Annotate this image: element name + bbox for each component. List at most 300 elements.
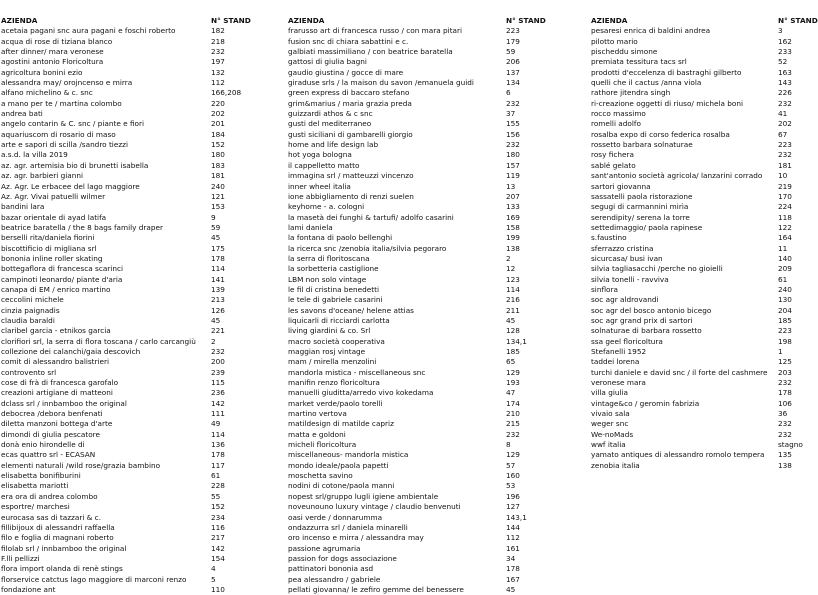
exhibitor-name: az. agr. artemisia bio di brunetti isabella xyxy=(1,160,149,170)
stand-number: stagno xyxy=(778,440,803,450)
exhibitor-name: mandorla mistica - miscellaneous snc xyxy=(288,367,426,377)
stand-number: 166,208 xyxy=(211,88,242,98)
stand-number: 178 xyxy=(778,388,792,398)
exhibitor-name: cose di frà di francesca garofalo xyxy=(1,378,119,388)
exhibitor-name: creazioni artigiane di matteoni xyxy=(1,388,113,398)
exhibitor-name: a.s.d. la villa 2019 xyxy=(1,150,68,160)
exhibitor-name: beatrice baratella / the 8 bags family draper xyxy=(1,222,164,232)
stand-number: 202 xyxy=(211,109,225,119)
stand-number: 232 xyxy=(778,378,792,388)
exhibitor-name: acqua di rose di tiziana blanco xyxy=(1,36,113,46)
stand-number: 178 xyxy=(211,253,225,263)
exhibitor-name: vintage&co / geromin fabrizia xyxy=(591,398,700,408)
exhibitor-name: green express di baccaro stefano xyxy=(288,88,410,98)
exhibitor-name: nodini di cotone/paola manni xyxy=(288,481,395,491)
exhibitor-name: agricoltura bonini ezio xyxy=(1,67,83,77)
exhibitor-name: sassatelli paola ristorazione xyxy=(591,191,693,201)
exhibitor-name: agostini antonio Floricoltura xyxy=(1,57,104,67)
exhibitor-name: galbiati massimiliano / con beatrice baratella xyxy=(288,47,453,57)
exhibitor-name: filo e foglia di magnani roberto xyxy=(1,533,114,543)
stand-number: 167 xyxy=(506,574,520,584)
stand-number: 55 xyxy=(211,491,221,501)
exhibitor-name: andrea bati xyxy=(1,109,43,119)
exhibitor-name: passion for dogs associazione xyxy=(288,553,397,563)
stand-number: 158 xyxy=(506,222,520,232)
stand-number: 196 xyxy=(506,491,520,501)
stand-number: 156 xyxy=(506,129,520,139)
stand-number: 134 xyxy=(506,78,520,88)
stand-number: 152 xyxy=(211,502,225,512)
stand-number: 174 xyxy=(506,398,520,408)
exhibitor-name: soc agr del bosco antonio bicego xyxy=(591,305,712,315)
exhibitor-name: aquariuscom di rosario di maso xyxy=(1,129,116,139)
exhibitor-name: diletta manzoni bottega d'arte xyxy=(1,419,113,429)
stand-number: 49 xyxy=(211,419,221,429)
stand-number: 126 xyxy=(211,305,225,315)
stand-number: 116 xyxy=(211,522,225,532)
exhibitor-name: flora import olanda di renè stings xyxy=(1,564,123,574)
exhibitor-name: dimondi di giulia pescatore xyxy=(1,429,101,439)
exhibitor-name: arte e sapori di scilla /sandro tiezzi xyxy=(1,140,129,150)
stand-number: 140 xyxy=(778,253,792,263)
exhibitor-name: oro incenso e mirra / alessandra may xyxy=(288,533,424,543)
stand-number: 106 xyxy=(778,398,792,408)
exhibitor-name: biscottificio di migliana srl xyxy=(1,243,97,253)
exhibitor-name: LBM non solo vintage xyxy=(288,274,367,284)
stand-number: 128 xyxy=(506,326,520,336)
stand-number: 134,1 xyxy=(506,336,527,346)
stand-number: 9 xyxy=(211,212,216,222)
exhibitor-name: soc agr grand prix di sartori xyxy=(591,315,693,325)
exhibitor-name: pattinatori bononia asd xyxy=(288,564,374,574)
exhibitor-name: bottegaflora di francesca scarinci xyxy=(1,264,123,274)
exhibitor-name: esportre/ marchesi xyxy=(1,502,70,512)
stand-number: 138 xyxy=(506,243,520,253)
stand-number: 141 xyxy=(211,274,225,284)
exhibitor-name: soc agr aldrovandi xyxy=(591,295,659,305)
stand-number: 59 xyxy=(506,47,516,57)
exhibitor-name: sablé gelato xyxy=(591,160,636,170)
stand-number: 154 xyxy=(211,553,225,563)
stand-number: 199 xyxy=(506,233,520,243)
stand-number: 52 xyxy=(778,57,788,67)
stand-number: 117 xyxy=(211,460,225,470)
exhibitor-name: frarusso art di francesca russo / con mara pitari xyxy=(288,26,463,36)
exhibitor-name: turchi daniele e david snc / il forte del cashmere xyxy=(591,367,768,377)
stand-number: 203 xyxy=(778,367,792,377)
stand-number: 125 xyxy=(778,357,792,367)
stand-number: 180 xyxy=(211,150,225,160)
exhibitor-name: romelli adolfo xyxy=(591,119,641,129)
stand-number: 45 xyxy=(506,584,516,594)
stand-number: 8 xyxy=(506,440,511,450)
exhibitor-name: segugi di carmannini mirìa xyxy=(591,202,689,212)
exhibitor-name: elisabetta mariotti xyxy=(1,481,69,491)
stand-number: 139 xyxy=(211,284,225,294)
stand-number: 198 xyxy=(778,336,792,346)
stand-number: 200 xyxy=(211,357,225,367)
stand-number: 216 xyxy=(506,295,520,305)
stand-number: 37 xyxy=(506,109,516,119)
stand-number: 142 xyxy=(211,398,225,408)
exhibitor-name: We-noMads xyxy=(591,429,634,439)
stand-number: 202 xyxy=(778,119,792,129)
stand-number: 236 xyxy=(211,388,225,398)
stand-number: 61 xyxy=(778,274,788,284)
exhibitor-name: comit di alessandro balistrieri xyxy=(1,357,110,367)
exhibitor-name: giraduse srls / la maison du savon /emanuela guidi xyxy=(288,78,474,88)
exhibitor-name: mondo ideale/paola papetti xyxy=(288,460,389,470)
stand-number: 223 xyxy=(506,26,520,36)
exhibitor-name: matta e goldoni xyxy=(288,429,346,439)
exhibitor-name: elisabetta bonifiburini xyxy=(1,471,81,481)
stand-number: 223 xyxy=(778,326,792,336)
stand-number: 11 xyxy=(778,243,788,253)
stand-number: 223 xyxy=(778,140,792,150)
stand-number: 115 xyxy=(211,378,225,388)
exhibitor-name: filolab srl / innbamboo the original xyxy=(1,543,127,553)
stand-number: 1 xyxy=(778,347,783,356)
stand-number: 13 xyxy=(506,181,516,191)
exhibitor-name: mam / mirella menzolini xyxy=(288,357,377,367)
stand-number: 152 xyxy=(211,140,225,150)
exhibitor-name: market verde/paolo torelli xyxy=(288,398,383,408)
stand-number: 36 xyxy=(778,409,788,419)
stand-number: 123 xyxy=(506,274,520,284)
exhibitor-name: quelli che il cactus /anna viola xyxy=(591,78,702,88)
stand-number: 59 xyxy=(211,222,221,232)
exhibitor-name: keyhome - a. cologni xyxy=(288,202,365,212)
stand-number: 215 xyxy=(506,419,520,429)
stand-number: 219 xyxy=(778,181,792,191)
stand-number: 155 xyxy=(506,119,520,129)
stand-number: 135 xyxy=(778,450,792,460)
exhibitor-name: noveunouno luxury vintage / claudio benvenuti xyxy=(288,502,461,512)
exhibitor-name: sicurcasa/ busi ivan xyxy=(591,253,663,263)
stand-number: 137 xyxy=(506,67,520,77)
stand-number: 226 xyxy=(778,88,792,98)
exhibitor-name: inner wheel italia xyxy=(288,181,351,191)
stand-number: 162 xyxy=(778,36,792,46)
exhibitor-name: le tele di gabriele casarini xyxy=(288,295,383,305)
exhibitor-name: ssa geel floricoltura xyxy=(591,336,663,346)
exhibitor-name: ondazzurra srl / daniela minarelli xyxy=(288,522,408,532)
stand-number: 133 xyxy=(506,202,520,212)
header-stand: N° STAND xyxy=(778,16,818,25)
stand-number: 232 xyxy=(778,419,792,429)
exhibitor-name: manuelli giuditta/arredo vivo kokedama xyxy=(288,388,434,398)
exhibitor-name: claribel garcia - etnikos garcia xyxy=(1,326,111,336)
stand-number: 142 xyxy=(211,543,225,553)
stand-number: 178 xyxy=(506,564,520,574)
stand-number: 209 xyxy=(778,264,792,274)
stand-number: 232 xyxy=(506,140,520,150)
stand-number: 218 xyxy=(211,36,225,46)
stand-number: 157 xyxy=(506,160,520,170)
exhibitor-name: passione agrumaria xyxy=(288,543,361,553)
stand-number: 184 xyxy=(211,129,225,139)
exhibitor-name: la serra di floritoscana xyxy=(288,253,370,263)
stand-number: 239 xyxy=(211,367,225,377)
exhibitor-name: rosy fichera xyxy=(591,150,634,160)
stand-number: 181 xyxy=(211,171,225,181)
exhibitor-name: sant'antonio società agricola/ lanzarini corrado xyxy=(591,171,763,181)
exhibitor-name: taddei lorena xyxy=(591,357,640,367)
stand-number: 138 xyxy=(778,460,792,470)
stand-number: 2 xyxy=(211,336,216,346)
stand-number: 41 xyxy=(778,109,788,119)
stand-number: 164 xyxy=(778,233,792,243)
exhibitor-name: claudia baraldi xyxy=(1,315,55,325)
exhibitor-name: alessandra may/ orojncenso e mirra xyxy=(1,78,133,88)
stand-number: 233 xyxy=(778,47,792,57)
stand-number: 12 xyxy=(506,264,516,274)
stand-number: 6 xyxy=(506,88,511,98)
exhibitor-name: cinzia paignadis xyxy=(1,305,60,315)
stand-number: 127 xyxy=(506,502,520,512)
stand-number: 2 xyxy=(506,253,511,263)
exhibitor-name: serendipity/ serena la torre xyxy=(591,212,690,222)
exhibitor-name: prodotti d'eccelenza di bastraghi gilberto xyxy=(591,67,742,77)
exhibitor-name: grim&marius / maria grazia preda xyxy=(288,98,412,108)
stand-number: 57 xyxy=(506,460,516,470)
exhibitor-name: ione abbigliamento di renzi suelen xyxy=(288,191,414,201)
exhibitor-name: dclass srl / innbamboo the original xyxy=(1,398,127,408)
stand-number: 10 xyxy=(778,171,788,181)
stand-number: 169 xyxy=(506,212,520,222)
exhibitor-name: rathore jitendra singh xyxy=(591,88,671,98)
exhibitor-name: berselli rita/daniela fiorini xyxy=(1,233,95,243)
exhibitor-name: yamato antiques di alessandro romolo tempera xyxy=(591,450,765,460)
stand-number: 182 xyxy=(211,26,225,36)
exhibitor-name: macro società cooperativa xyxy=(288,336,385,346)
stand-number: 5 xyxy=(211,574,216,584)
stand-number: 228 xyxy=(211,481,225,491)
exhibitor-name: silvia tagliasacchi /perche no gioielli xyxy=(591,264,723,274)
stand-number: 217 xyxy=(211,533,225,543)
stand-number: 45 xyxy=(506,315,516,325)
stand-number: 232 xyxy=(506,98,520,108)
stand-number: 232 xyxy=(778,98,792,108)
stand-number: 178 xyxy=(211,450,225,460)
stand-number: 119 xyxy=(506,171,520,181)
stand-number: 65 xyxy=(506,357,516,367)
stand-number: 153 xyxy=(211,202,225,212)
exhibitor-name: immagina srl / matteuzzi vincenzo xyxy=(288,171,414,181)
exhibitor-name: after dinner/ mara veronese xyxy=(1,47,104,57)
exhibitor-name: lami daniela xyxy=(288,222,333,232)
exhibitor-name: silvia tonelli - ravviva xyxy=(591,274,669,284)
exhibitor-name: fusion snc di chiara sabattini e c. xyxy=(288,36,409,46)
exhibitor-name: miscellaneous- mandorla mistica xyxy=(288,450,409,460)
exhibitor-name: wwf italia xyxy=(591,440,626,450)
exhibitor-name: premiata tessitura tacs srl xyxy=(591,57,687,67)
exhibitor-name: campinoti leonardo/ piante d'aria xyxy=(1,274,123,284)
exhibitor-name: canapa di EM / enrico martino xyxy=(1,284,111,294)
exhibitor-name: la masetà dei funghi & tartufi/ adolfo casarini xyxy=(288,212,454,222)
stand-number: 34 xyxy=(506,553,516,563)
stand-number: 232 xyxy=(211,347,225,356)
exhibitor-name: nopest srl/gruppo lugli igiene ambientale xyxy=(288,491,439,501)
stand-number: 224 xyxy=(778,202,792,212)
exhibitor-name: F.lli pellizzi xyxy=(1,553,40,563)
exhibitor-name: vivaio sala xyxy=(591,409,630,419)
stand-number: 53 xyxy=(506,481,516,491)
header-azienda: AZIENDA xyxy=(288,16,325,25)
exhibitor-name: sinflora xyxy=(591,284,618,294)
exhibitor-name: sartori giovanna xyxy=(591,181,651,191)
header-stand: N° STAND xyxy=(506,16,546,25)
stand-number: 45 xyxy=(211,315,221,325)
exhibitor-name: hot yoga bologna xyxy=(288,150,352,160)
exhibitor-name: a mano per te / martina colombo xyxy=(1,98,122,108)
exhibitor-name: pilotto mario xyxy=(591,36,638,46)
stand-number: 143 xyxy=(778,78,792,88)
stand-number: 132 xyxy=(211,67,225,77)
stand-number: 45 xyxy=(211,233,221,243)
stand-number: 129 xyxy=(506,450,520,460)
exhibitor-name: la fontana di paolo bellenghi xyxy=(288,233,393,243)
stand-number: 175 xyxy=(211,243,225,253)
exhibitor-name: donà enio hirondelle di xyxy=(1,440,85,450)
exhibitor-name: alfano michelino & c. snc xyxy=(1,88,93,98)
stand-number: 144 xyxy=(506,522,520,532)
stand-number: 130 xyxy=(778,295,792,305)
exhibitor-name: rossetto barbara solnaturae xyxy=(591,140,693,150)
stand-number: 213 xyxy=(211,295,225,305)
exhibitor-name: collezione dei calanchi/gaia descovich xyxy=(1,347,141,356)
stand-number: 232 xyxy=(778,429,792,439)
stand-number: 185 xyxy=(778,315,792,325)
stand-number: 206 xyxy=(506,57,520,67)
stand-number: 3 xyxy=(778,26,783,36)
header-azienda: AZIENDA xyxy=(1,16,38,25)
exhibitor-name: oasi verde / donnarumma xyxy=(288,512,383,522)
stand-number: 67 xyxy=(778,129,788,139)
exhibitor-name: fillibijoux di alessandri raffaella xyxy=(1,522,115,532)
stand-number: 118 xyxy=(778,212,792,222)
exhibitor-name: controvento srl xyxy=(1,367,57,377)
exhibitor-name: villa giulia xyxy=(591,388,629,398)
stand-number: 114 xyxy=(211,429,225,439)
stand-number: 161 xyxy=(506,543,520,553)
exhibitor-name: gattosi di giulia bagni xyxy=(288,57,367,67)
stand-number: 143,1 xyxy=(506,512,527,522)
exhibitor-name: bazar orientale di ayad latifa xyxy=(1,212,107,222)
stand-number: 136 xyxy=(211,440,225,450)
exhibitor-name: settedimaggio/ paola rapinese xyxy=(591,222,703,232)
stand-number: 183 xyxy=(211,160,225,170)
stand-number: 193 xyxy=(506,378,520,388)
stand-number: 112 xyxy=(506,533,520,543)
exhibitor-name: matildesign di matilde capriz xyxy=(288,419,394,429)
exhibitor-name: Stefanelli 1952 xyxy=(591,347,647,356)
stand-number: 112 xyxy=(211,78,225,88)
exhibitor-name: zenobia italia xyxy=(591,460,640,470)
exhibitor-name: pea alessandro / gabriele xyxy=(288,574,381,584)
stand-number: 232 xyxy=(778,150,792,160)
stand-number: 180 xyxy=(506,150,520,160)
exhibitor-name: pellati giovanna/ le zefiro gemme del benessere xyxy=(288,584,464,594)
exhibitor-name: eurocasa sas di tazzari & c. xyxy=(1,512,102,522)
exhibitor-name: s.faustino xyxy=(591,233,627,243)
stand-number: 207 xyxy=(506,191,520,201)
exhibitor-name: angelo contarin & C. snc / piante e fiori xyxy=(1,119,145,129)
stand-number: 4 xyxy=(211,564,216,574)
stand-number: 111 xyxy=(211,409,225,419)
stand-number: 234 xyxy=(211,512,225,522)
exhibitor-name: fondazione ant xyxy=(1,584,56,594)
stand-number: 211 xyxy=(506,305,520,315)
stand-number: 201 xyxy=(211,119,225,129)
exhibitor-name: home and life design lab xyxy=(288,140,379,150)
stand-number: 181 xyxy=(778,160,792,170)
exhibitor-name: clorifiori srl, la serra di flora toscana / carlo carcangiù xyxy=(1,336,196,346)
exhibitor-name: les savons d'oceane/ helene attias xyxy=(288,305,414,315)
stand-number: 110 xyxy=(211,584,225,594)
exhibitor-name: era ora di andrea colombo xyxy=(1,491,98,501)
exhibitor-name: maggian rosj vintage xyxy=(288,347,366,356)
exhibitor-name: pesaresi enrica di baldini andrea xyxy=(591,26,711,36)
exhibitor-name: florservice catctus lago maggiore di marconi renzo xyxy=(1,574,187,584)
exhibitor-name: la sorbetteria castiglione xyxy=(288,264,379,274)
exhibitor-name: gaudio giustina / gocce di mare xyxy=(288,67,404,77)
stand-number: 232 xyxy=(506,429,520,439)
exhibitor-name: guizzardi athos & c snc xyxy=(288,109,373,119)
exhibitor-name: weger snc xyxy=(591,419,629,429)
stand-number: 204 xyxy=(778,305,792,315)
stand-number: 47 xyxy=(506,388,516,398)
exhibitor-name: martino vertova xyxy=(288,409,347,419)
exhibitor-name: gusti siciliani di gambarelli giorgio xyxy=(288,129,413,139)
stand-number: 220 xyxy=(211,98,225,108)
exhibitor-name: living giardini & co. Srl xyxy=(288,326,371,336)
exhibitor-name: Az. Agr. Vivai patuelli wilmer xyxy=(1,191,106,201)
stand-number: 121 xyxy=(211,191,225,201)
stand-number: 122 xyxy=(778,222,792,232)
exhibitor-name: la ricerca snc /zenobia italia/silvia pegoraro xyxy=(288,243,447,253)
exhibitor-name: liquicarli di ricciardi carlotta xyxy=(288,315,390,325)
stand-number: 170 xyxy=(778,191,792,201)
stand-number: 61 xyxy=(211,471,221,481)
exhibitor-name: debocrea /debora benfenati xyxy=(1,409,103,419)
stand-number: 240 xyxy=(778,284,792,294)
stand-number: 221 xyxy=(211,326,225,336)
stand-number: 114 xyxy=(211,264,225,274)
stand-number: 163 xyxy=(778,67,792,77)
exhibitor-name: il cappelletto matto xyxy=(288,160,360,170)
stand-number: 179 xyxy=(506,36,520,46)
header-stand: N° STAND xyxy=(211,16,251,25)
stand-number: 160 xyxy=(506,471,520,481)
header-azienda: AZIENDA xyxy=(591,16,628,25)
exhibitor-name: micheli floricoltura xyxy=(288,440,357,450)
exhibitor-name: sferrazzo cristina xyxy=(591,243,654,253)
exhibitor-name: ri-creazione oggetti di riuso/ michela boni xyxy=(591,98,744,108)
exhibitor-name: Az. Agr. Le erbacee del lago maggiore xyxy=(1,181,140,191)
exhibitor-name: ceccolini michele xyxy=(1,295,64,305)
exhibitor-name: rocco massimo xyxy=(591,109,646,119)
stand-number: 114 xyxy=(506,284,520,294)
exhibitor-name: veronese mara xyxy=(591,378,646,388)
exhibitor-name: bandini lara xyxy=(1,202,45,212)
stand-number: 185 xyxy=(506,347,520,356)
exhibitor-name: le fil di cristina benedetti xyxy=(288,284,380,294)
stand-number: 210 xyxy=(506,409,520,419)
stand-number: 240 xyxy=(211,181,225,191)
exhibitor-name: gusti del mediterraneo xyxy=(288,119,372,129)
exhibitor-name: moschetta savino xyxy=(288,471,353,481)
